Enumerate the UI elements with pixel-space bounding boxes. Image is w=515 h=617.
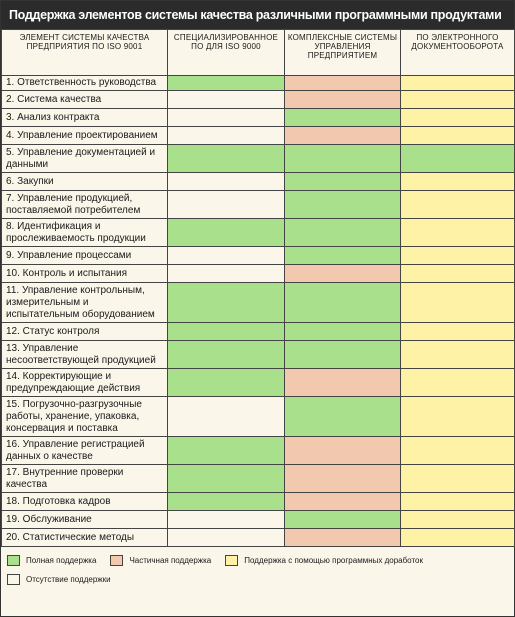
support-cell-document-flow-software — [401, 91, 515, 109]
legend-row-2 — [7, 572, 508, 586]
support-cell-specialized-software — [168, 109, 285, 127]
legend-label-full: Полная поддержка — [26, 555, 97, 565]
support-cell-erp-systems — [285, 219, 401, 247]
legend-swatch-full — [7, 555, 20, 566]
support-cell-document-flow-software — [401, 397, 515, 437]
table-row — [2, 369, 515, 397]
support-cell-erp-systems — [285, 341, 401, 369]
support-cell-erp-systems — [285, 191, 401, 219]
table-row — [2, 145, 515, 173]
support-cell-erp-systems — [285, 91, 401, 109]
support-cell-document-flow-software — [401, 493, 515, 511]
row-label: 1. Ответственность руководства — [2, 76, 168, 91]
header-row — [2, 30, 515, 76]
table-row — [2, 511, 515, 529]
table-row — [2, 283, 515, 323]
table-row — [2, 529, 515, 547]
support-cell-erp-systems — [285, 283, 401, 323]
support-cell-document-flow-software — [401, 219, 515, 247]
support-cell-erp-systems — [285, 437, 401, 465]
row-label: 8. Идентификация и прослеживаемость продукции — [2, 219, 168, 247]
row-label: 13. Управление несоответствующей продукцией — [2, 341, 168, 369]
support-cell-erp-systems — [285, 529, 401, 547]
support-cell-erp-systems — [285, 145, 401, 173]
table-row — [2, 323, 515, 341]
support-cell-erp-systems — [285, 109, 401, 127]
support-cell-document-flow-software — [401, 437, 515, 465]
support-cell-document-flow-software — [401, 76, 515, 91]
support-table — [1, 29, 515, 547]
row-label: 4. Управление проектированием — [2, 127, 168, 145]
legend — [1, 547, 514, 586]
table-row — [2, 465, 515, 493]
support-cell-erp-systems — [285, 265, 401, 283]
row-label: 3. Анализ контракта — [2, 109, 168, 127]
legend-row-1 — [7, 553, 508, 567]
support-cell-specialized-software — [168, 493, 285, 511]
support-cell-specialized-software — [168, 219, 285, 247]
legend-item-none — [7, 574, 111, 585]
support-cell-document-flow-software — [401, 127, 515, 145]
legend-swatch-dev — [225, 555, 238, 566]
row-label: 2. Система качества — [2, 91, 168, 109]
support-cell-document-flow-software — [401, 173, 515, 191]
row-label: 15. Погрузочно-разгрузочные работы, хранение, упаковка, консервация и поставка — [2, 397, 168, 437]
header-specialized-software: СПЕЦИАЛИЗИРОВАННОЕ ПО ДЛЯ ISO 9000 — [168, 30, 285, 76]
legend-label-none: Отсутствие поддержки — [26, 574, 111, 584]
support-cell-specialized-software — [168, 76, 285, 91]
support-cell-specialized-software — [168, 127, 285, 145]
support-cell-document-flow-software — [401, 145, 515, 173]
support-cell-specialized-software — [168, 173, 285, 191]
row-label: 5. Управление документацией и данными — [2, 145, 168, 173]
support-cell-specialized-software — [168, 191, 285, 219]
row-label: 18. Подготовка кадров — [2, 493, 168, 511]
table-row — [2, 109, 515, 127]
table-row — [2, 191, 515, 219]
support-cell-specialized-software — [168, 369, 285, 397]
support-cell-specialized-software — [168, 265, 285, 283]
support-cell-document-flow-software — [401, 247, 515, 265]
support-cell-document-flow-software — [401, 283, 515, 323]
legend-swatch-none — [7, 574, 20, 585]
support-cell-specialized-software — [168, 145, 285, 173]
header-erp-systems: КОМПЛЕКСНЫЕ СИСТЕМЫ УПРАВЛЕНИЯ ПРЕДПРИЯТИЕМ — [285, 30, 401, 76]
support-cell-erp-systems — [285, 247, 401, 265]
support-cell-specialized-software — [168, 437, 285, 465]
row-label: 12. Статус контроля — [2, 323, 168, 341]
legend-swatch-partial — [110, 555, 123, 566]
table-row — [2, 219, 515, 247]
support-cell-erp-systems — [285, 323, 401, 341]
table-title: Поддержка элементов системы качества различными программными продуктами — [1, 1, 514, 29]
table-row — [2, 341, 515, 369]
row-label: 11. Управление контрольным, измерительным и испытательным оборудованием — [2, 283, 168, 323]
row-label: 20. Статистические методы — [2, 529, 168, 547]
table-row — [2, 127, 515, 145]
table-body — [2, 76, 515, 547]
support-cell-erp-systems — [285, 511, 401, 529]
row-label: 14. Корректирующие и предупреждающие действия — [2, 369, 168, 397]
support-cell-erp-systems — [285, 465, 401, 493]
table-row — [2, 247, 515, 265]
support-cell-document-flow-software — [401, 323, 515, 341]
legend-label-dev: Поддержка с помощью программных доработок — [244, 555, 423, 565]
row-label: 17. Внутренние проверки качества — [2, 465, 168, 493]
support-cell-specialized-software — [168, 529, 285, 547]
row-label: 19. Обслуживание — [2, 511, 168, 529]
header-document-flow-software: ПО ЭЛЕКТРОННОГО ДОКУМЕНТООБОРОТА — [401, 30, 515, 76]
support-cell-erp-systems — [285, 173, 401, 191]
support-cell-erp-systems — [285, 127, 401, 145]
support-cell-document-flow-software — [401, 109, 515, 127]
support-cell-document-flow-software — [401, 341, 515, 369]
row-label: 7. Управление продукцией, поставляемой потребителем — [2, 191, 168, 219]
header-element: ЭЛЕМЕНТ СИСТЕМЫ КАЧЕСТВА ПРЕДПРИЯТИЯ ПО ISO 9001 — [2, 30, 168, 76]
row-label: 9. Управление процессами — [2, 247, 168, 265]
support-cell-document-flow-software — [401, 529, 515, 547]
support-cell-specialized-software — [168, 283, 285, 323]
support-cell-specialized-software — [168, 341, 285, 369]
support-cell-specialized-software — [168, 397, 285, 437]
support-cell-specialized-software — [168, 91, 285, 109]
table-row — [2, 397, 515, 437]
support-cell-document-flow-software — [401, 265, 515, 283]
table-row — [2, 173, 515, 191]
support-cell-document-flow-software — [401, 191, 515, 219]
support-cell-erp-systems — [285, 397, 401, 437]
row-label: 10. Контроль и испытания — [2, 265, 168, 283]
support-cell-specialized-software — [168, 511, 285, 529]
table-row — [2, 76, 515, 91]
support-cell-erp-systems — [285, 369, 401, 397]
row-label: 6. Закупки — [2, 173, 168, 191]
support-cell-document-flow-software — [401, 511, 515, 529]
support-cell-specialized-software — [168, 465, 285, 493]
legend-item-partial — [110, 555, 211, 566]
support-cell-erp-systems — [285, 493, 401, 511]
support-cell-document-flow-software — [401, 465, 515, 493]
legend-item-dev — [225, 555, 423, 566]
row-label: 16. Управление регистрацией данных о качестве — [2, 437, 168, 465]
legend-item-full — [7, 555, 96, 566]
table-row — [2, 265, 515, 283]
support-cell-specialized-software — [168, 247, 285, 265]
support-cell-document-flow-software — [401, 369, 515, 397]
support-cell-erp-systems — [285, 76, 401, 91]
legend-label-partial: Частичная поддержка — [129, 555, 212, 565]
table-row — [2, 493, 515, 511]
support-cell-specialized-software — [168, 323, 285, 341]
table-row — [2, 91, 515, 109]
table-row — [2, 437, 515, 465]
